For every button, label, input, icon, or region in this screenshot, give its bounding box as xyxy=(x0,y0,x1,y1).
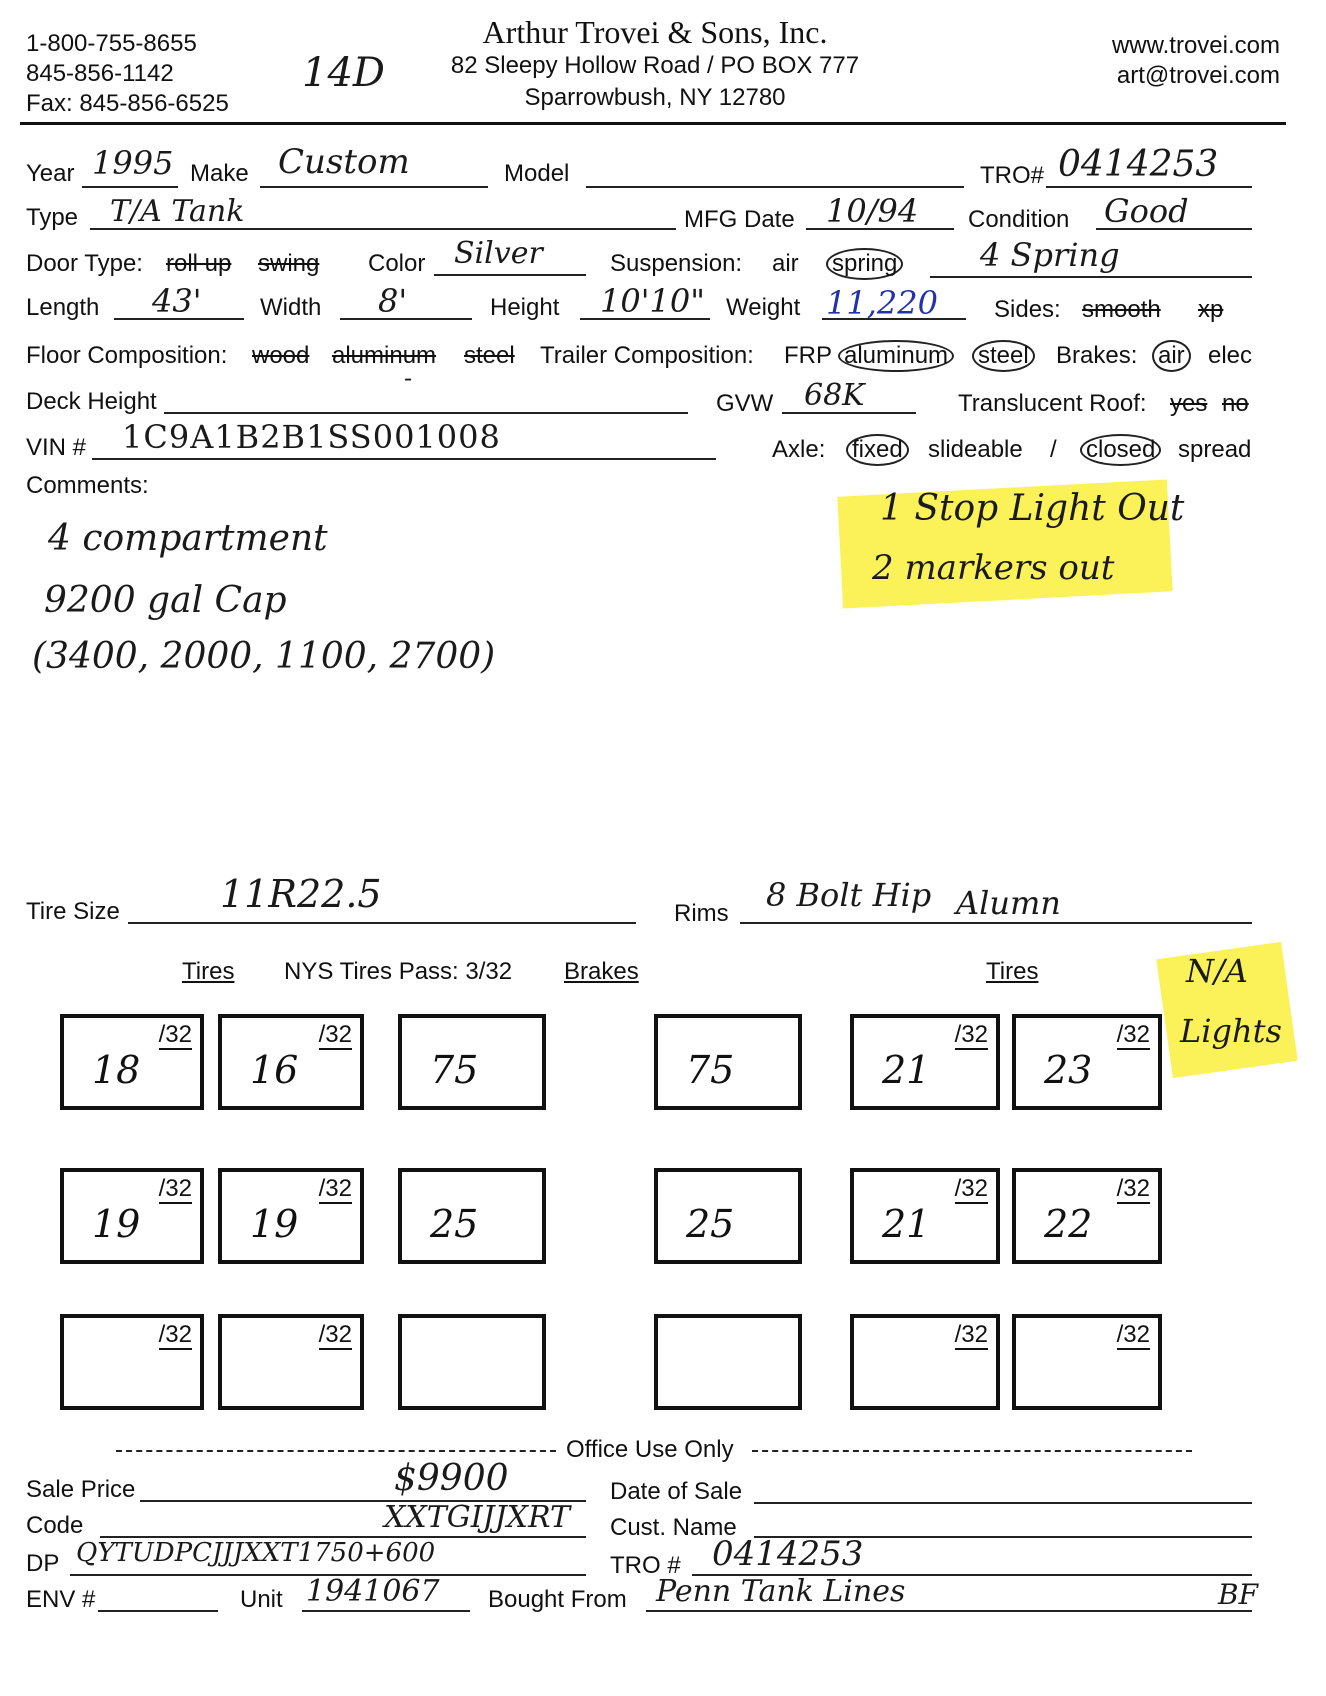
rims-label: Rims xyxy=(674,900,729,927)
header-phone-1: 1-800-755-8655 xyxy=(26,30,197,57)
width-label: Width xyxy=(260,294,322,321)
suspension-label: Suspension: xyxy=(610,250,743,277)
brakes-label: Brakes: xyxy=(1056,342,1138,369)
deck-height-label: Deck Height xyxy=(26,388,157,415)
tire-box-r1-c6[interactable] xyxy=(1012,1014,1162,1110)
tire-box-r1-c5[interactable] xyxy=(850,1014,1000,1110)
company-website: www.trovei.com xyxy=(1111,32,1280,59)
tread-unit: /32 xyxy=(954,1021,988,1048)
brake-box-r1-c4[interactable] xyxy=(654,1014,802,1110)
comments-label: Comments: xyxy=(26,472,149,499)
note-na: N/A xyxy=(1186,952,1248,990)
floor-option-aluminum[interactable]: aluminum xyxy=(332,342,437,369)
sides-option-smooth[interactable]: smooth xyxy=(1082,296,1161,323)
note-lights: Lights xyxy=(1180,1012,1282,1050)
tread-value: 23 xyxy=(1044,1048,1093,1092)
tread-unit: /32 xyxy=(158,1321,192,1348)
height-field[interactable]: 10'10" xyxy=(600,282,705,320)
dp-field[interactable]: QYTUDPCJJJXXT1750+600 xyxy=(76,1538,436,1568)
env-label: ENV # xyxy=(26,1586,96,1613)
tro-label: TRO# xyxy=(980,162,1045,189)
tire-box-r3-c6[interactable] xyxy=(1012,1314,1162,1410)
axle-option-closed[interactable]: closed xyxy=(1080,434,1161,466)
floor-composition-label: Floor Composition: xyxy=(26,342,228,369)
tread-unit: /32 xyxy=(158,1175,192,1202)
brake-value: 25 xyxy=(430,1202,479,1246)
header-phone-2: 845-856-1142 xyxy=(26,60,174,87)
deck-height-field[interactable]: - xyxy=(404,364,413,392)
mfg-date-field[interactable]: 10/94 xyxy=(826,192,919,230)
brake-box-r1-c3[interactable] xyxy=(398,1014,546,1110)
tread-value: 16 xyxy=(250,1048,299,1092)
roof-option-no[interactable]: no xyxy=(1222,390,1249,417)
unit-field[interactable]: 1941067 xyxy=(306,1574,440,1609)
brakes-heading: Brakes xyxy=(564,958,639,985)
tire-box-r2-c6[interactable] xyxy=(1012,1168,1162,1264)
type-field[interactable]: T/A Tank xyxy=(110,194,245,229)
door-type-label: Door Type: xyxy=(26,250,143,277)
axle-option-fixed[interactable]: fixed xyxy=(846,434,909,466)
trailer-option-frp[interactable]: FRP xyxy=(784,342,832,369)
env-field[interactable] xyxy=(98,1610,218,1612)
trailer-option-steel[interactable]: steel xyxy=(972,340,1035,372)
door-option-swing[interactable]: swing xyxy=(258,250,320,277)
sides-label: Sides: xyxy=(994,296,1061,323)
year-field[interactable]: 1995 xyxy=(92,144,174,182)
floor-option-wood[interactable]: wood xyxy=(252,342,310,369)
code-label: Code xyxy=(26,1512,84,1539)
year-label: Year xyxy=(26,160,75,187)
tread-value: 21 xyxy=(882,1048,931,1092)
tire-box-r1-c1[interactable] xyxy=(60,1014,204,1110)
brake-value: 75 xyxy=(686,1048,735,1092)
brakes-option-elec[interactable]: elec xyxy=(1208,342,1253,369)
header-divider xyxy=(20,122,1286,125)
dp-label: DP xyxy=(26,1550,60,1577)
tread-unit: /32 xyxy=(954,1175,988,1202)
tread-value: 21 xyxy=(882,1202,931,1246)
tread-value: 19 xyxy=(250,1202,299,1246)
tread-unit: /32 xyxy=(318,1321,352,1348)
axle-label: Axle: xyxy=(772,436,826,463)
brake-value: 25 xyxy=(686,1202,735,1246)
sale-price-field[interactable]: $9900 xyxy=(394,1458,509,1499)
note-stop-light: 1 Stop Light Out xyxy=(880,488,1185,529)
nys-pass-note: NYS Tires Pass: 3/32 xyxy=(284,958,513,985)
cust-name-label: Cust. Name xyxy=(610,1514,737,1541)
condition-label: Condition xyxy=(968,206,1070,233)
mfg-date-label: MFG Date xyxy=(684,206,795,233)
tire-box-r2-c1[interactable] xyxy=(60,1168,204,1264)
handwritten-code: 14D xyxy=(302,50,385,96)
axle-separator: / xyxy=(1050,436,1057,463)
comment-line-2: 9200 gal Cap xyxy=(44,580,287,621)
door-option-roll-up[interactable]: roll up xyxy=(166,250,232,277)
make-label: Make xyxy=(190,160,249,187)
floor-option-steel[interactable]: steel xyxy=(464,342,515,369)
rims-field-material[interactable]: Alumn xyxy=(956,884,1061,922)
tread-unit: /32 xyxy=(318,1175,352,1202)
date-of-sale-label: Date of Sale xyxy=(610,1478,743,1505)
comment-line-1: 4 compartment xyxy=(48,518,328,559)
model-field[interactable] xyxy=(586,186,964,188)
company-email: art@trovei.com xyxy=(1116,62,1280,89)
vin-label: VIN # xyxy=(26,434,87,461)
unit-label: Unit xyxy=(240,1586,283,1613)
brake-box-r2-c4[interactable] xyxy=(654,1168,802,1264)
condition-field[interactable]: Good xyxy=(1104,192,1189,230)
tire-box-r2-c2[interactable] xyxy=(218,1168,364,1264)
vin-field[interactable]: 1C9A1B2B1SS001008 xyxy=(122,418,501,456)
tire-box-r3-c5[interactable] xyxy=(850,1314,1000,1410)
tread-value: 22 xyxy=(1044,1202,1093,1246)
weight-field[interactable]: 11,220 xyxy=(826,284,938,322)
tread-unit: /32 xyxy=(954,1321,988,1348)
initials: BF xyxy=(1218,1578,1259,1611)
office-divider-right xyxy=(752,1450,1192,1452)
type-label: Type xyxy=(26,204,79,231)
office-tro-field[interactable]: 0414253 xyxy=(712,1534,864,1574)
height-label: Height xyxy=(490,294,560,321)
tread-unit: /32 xyxy=(1116,1321,1150,1348)
translucent-roof-label: Translucent Roof: xyxy=(958,390,1147,417)
brake-value: 75 xyxy=(430,1048,479,1092)
brake-box-r3-c4[interactable] xyxy=(654,1314,802,1410)
sale-price-label: Sale Price xyxy=(26,1476,136,1503)
suspension-field[interactable]: 4 Spring xyxy=(980,236,1120,274)
company-address-1: 82 Sleepy Hollow Road / PO BOX 777 xyxy=(450,52,860,79)
code-field[interactable]: XXTGIJJXRT xyxy=(384,1500,571,1535)
trailer-option-aluminum[interactable]: aluminum xyxy=(838,340,954,372)
note-markers: 2 markers out xyxy=(872,548,1115,588)
color-field[interactable]: Silver xyxy=(454,236,543,271)
width-field[interactable]: 8' xyxy=(378,282,408,320)
axle-option-slideable[interactable]: slideable xyxy=(928,436,1023,463)
length-field[interactable]: 43' xyxy=(152,282,202,320)
header-fax: Fax: 845-856-6525 xyxy=(26,90,229,117)
tire-size-field[interactable]: 11R22.5 xyxy=(220,872,382,916)
tread-unit: /32 xyxy=(1116,1021,1150,1048)
comment-line-3: (3400, 2000, 1100, 2700) xyxy=(32,636,496,677)
axle-option-spread[interactable]: spread xyxy=(1178,436,1252,463)
office-divider-left xyxy=(116,1450,556,1452)
gvw-label: GVW xyxy=(716,390,774,417)
brake-box-r2-c3[interactable] xyxy=(398,1168,546,1264)
tire-box-r3-c1[interactable] xyxy=(60,1314,204,1410)
brake-box-r3-c3[interactable] xyxy=(398,1314,546,1410)
brakes-option-air[interactable]: air xyxy=(1152,340,1191,372)
tire-size-label: Tire Size xyxy=(26,898,120,925)
office-tro-label: TRO # xyxy=(610,1552,681,1579)
make-field[interactable]: Custom xyxy=(278,142,410,182)
gvw-field[interactable]: 68K xyxy=(804,378,865,413)
weight-label: Weight xyxy=(726,294,801,321)
tire-box-r2-c5[interactable] xyxy=(850,1168,1000,1264)
tire-box-r3-c2[interactable] xyxy=(218,1314,364,1410)
rims-field[interactable]: 8 Bolt Hip xyxy=(766,876,932,914)
bought-from-label: Bought From xyxy=(488,1586,627,1613)
tires-left-heading: Tires xyxy=(182,958,235,985)
suspension-option-air[interactable]: air xyxy=(772,250,799,277)
date-of-sale-field[interactable] xyxy=(754,1502,1252,1504)
bought-from-field[interactable]: Penn Tank Lines xyxy=(656,1574,906,1609)
tread-unit: /32 xyxy=(158,1021,192,1048)
company-name: Arthur Trovei & Sons, Inc. xyxy=(482,14,828,50)
tread-value: 18 xyxy=(92,1048,141,1092)
tire-box-r1-c2[interactable] xyxy=(218,1014,364,1110)
tread-value: 19 xyxy=(92,1202,141,1246)
company-address-2: Sparrowbush, NY 12780 xyxy=(524,84,786,111)
trailer-composition-label: Trailer Composition: xyxy=(540,342,754,369)
tread-unit: /32 xyxy=(1116,1175,1150,1202)
length-label: Length xyxy=(26,294,100,321)
sides-option-xp[interactable]: xp xyxy=(1198,296,1224,323)
tread-unit: /32 xyxy=(318,1021,352,1048)
color-label: Color xyxy=(368,250,426,277)
tires-right-heading: Tires xyxy=(986,958,1039,985)
roof-option-yes[interactable]: yes xyxy=(1170,390,1208,417)
office-use-title: Office Use Only xyxy=(566,1436,734,1463)
model-label: Model xyxy=(504,160,570,187)
suspension-option-spring[interactable]: spring xyxy=(826,248,903,280)
tro-field[interactable]: 0414253 xyxy=(1058,144,1219,185)
